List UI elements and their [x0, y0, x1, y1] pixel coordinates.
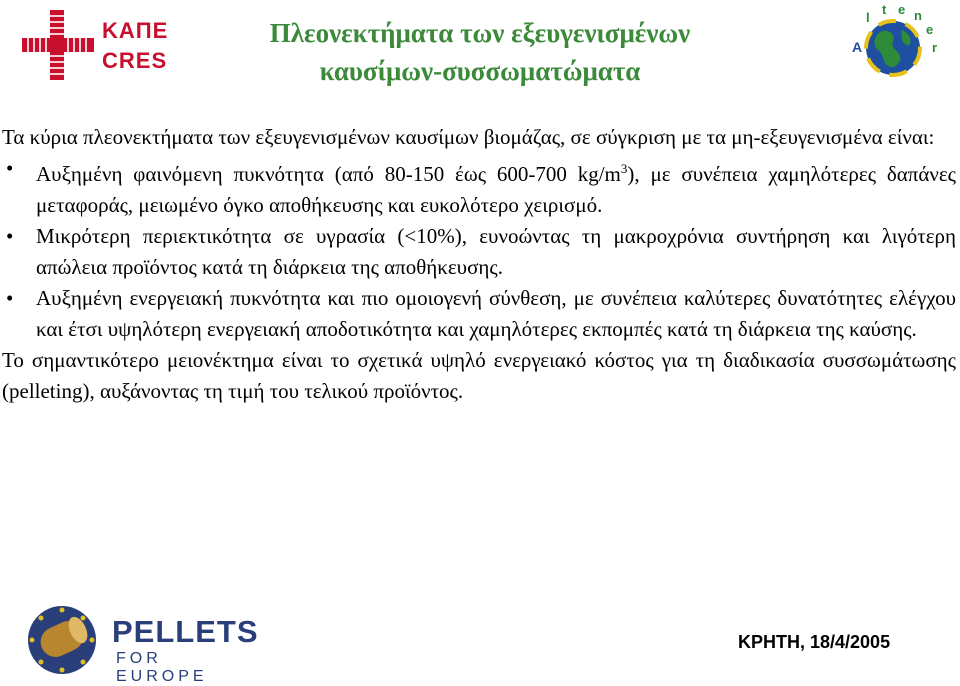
list-item	[0, 221, 960, 283]
logo-kape-text: ΚΑΠΕ	[102, 18, 169, 43]
list-item	[0, 283, 960, 345]
page-title	[150, 14, 810, 90]
svg-text:n: n	[914, 8, 922, 23]
main-content	[0, 122, 960, 407]
bullet-3-text: Αυξημένη ενεργειακή πυκνότητα και πιο ομοιογενή σύνθεση, με συνέπεια καλύτερες δυνατότητες ελέγχου και έτσι υψηλότερη ενεργειακή αποδοτικότητα και χαμηλότερες εκπομπές κατά τη διάρκεια της καύσης.	[36, 286, 956, 341]
bullet-icon: •	[6, 286, 14, 310]
svg-text:e: e	[926, 22, 934, 37]
title-line-1: Πλεονεκτήματα των εξευγενισμένων	[269, 18, 691, 48]
bullet-1-text-b: ), με συνέπεια χαμηλότερες δαπάνες μεταφοράς, μειωμένο όγκο αποθήκευσης και ευκολότερο χειρισμό.	[36, 162, 957, 217]
pellets-logo-sub: FOR EUROPE	[116, 650, 208, 685]
closing-paragraph	[0, 345, 960, 407]
svg-text:l: l	[866, 10, 870, 25]
advantages-list	[0, 153, 960, 345]
pellets-for-europe-logo	[26, 604, 259, 685]
pellets-logo-name: PELLETS	[112, 614, 259, 649]
altener-globe-icon	[838, 4, 948, 86]
logo-cres-text: CRES	[102, 48, 168, 73]
superscript-3: 3	[620, 161, 628, 176]
intro-paragraph: Τα κύρια πλεονεκτήματα των εξευγενισμένων καυσίμων βιομάζας, σε σύγκριση με τα μη-εξευγενισμένα είναι:	[2, 125, 935, 149]
pellets-circle-icon	[26, 604, 100, 676]
bullet-1-text-a: Αυξημένη φαινόμενη πυκνότητα (από 80-150 έως 600-700 kg/m	[36, 162, 621, 186]
bullet-icon: •	[6, 224, 14, 248]
altener-logo	[838, 4, 948, 86]
title-line-2: καυσίμων-συσσωματώματα	[319, 56, 641, 86]
svg-text:r: r	[932, 40, 938, 55]
list-item	[0, 153, 960, 221]
svg-text:t: t	[882, 4, 887, 17]
bullet-2-text: Μικρότερη περιεκτικότητα σε υγρασία (<10%), ευνοώντας τη μακροχρόνια συντήρηση και λιγότερη απώλεια προϊόντος κατά τη διάρκεια της αποθήκευσης.	[36, 224, 956, 279]
footer-location-date: ΚΡΗΤΗ, 18/4/2005	[738, 632, 891, 652]
svg-text:e: e	[898, 4, 906, 17]
kape-cross-icon	[22, 10, 94, 80]
svg-text:A: A	[852, 39, 863, 55]
bullet-icon: •	[6, 156, 14, 180]
closing-text: Το σημαντικότερο μειονέκτημα είναι το σχετικά υψηλό ενεργειακό κόστος για τη διαδικασία συσσωμάτωσης (pelleting), αυξάνοντας τη τιμή του τελικού προϊόντος.	[2, 348, 956, 403]
